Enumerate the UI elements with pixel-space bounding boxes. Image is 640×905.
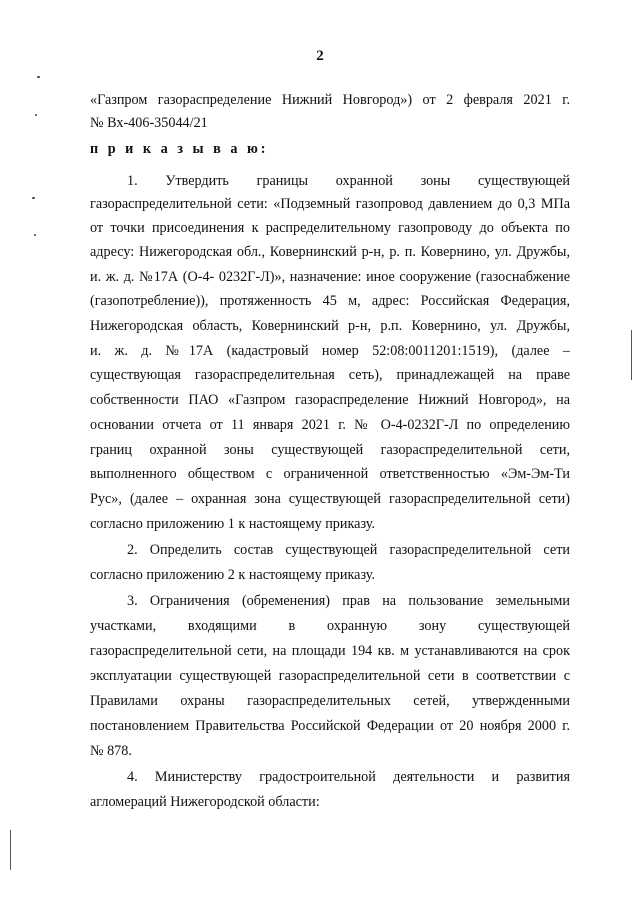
text-line: и. ж. д. №17А (кадастровый номер 52:08:0011201:1519), (далее – (90, 343, 570, 359)
page-number: 2 (316, 48, 324, 64)
scan-edge-line (631, 330, 632, 380)
text-line: согласно приложению 1 к настоящему приказу. (90, 516, 375, 532)
text-line: адресу: Нижегородская обл., Ковернинский р-н, р. п. Ковернино, ул. Дружбы, (90, 244, 570, 260)
text-line: от точки присоединения к распределительному газопроводу до объекта по (90, 220, 570, 236)
text-line: основании отчета от 11 января 2021 г. № О-4-0232Г-Л по определению (90, 417, 570, 433)
order-keyword: п р и к а з ы в а ю: (90, 141, 269, 157)
paragraph-1-start: 1. Утвердить границы охранной зоны существующей (127, 173, 570, 189)
scan-edge-line (10, 830, 11, 870)
text-line: «Газпром газораспределение Нижний Новгород») от 2 февраля 2021 г. (90, 92, 570, 108)
text-line: эксплуатации существующей газораспределительной сети в соответствии с (90, 668, 570, 684)
text-line: газораспределительной сети, на площади 194 кв. м устанавливаются на срок (90, 643, 570, 659)
scan-speck (34, 234, 36, 236)
scan-speck (35, 114, 37, 116)
text-line: постановлением Правительства Российской Федерации от 20 ноября 2000 г. (90, 718, 570, 734)
text-line: Правилами охраны газораспределительных сетей, утвержденными (90, 693, 570, 709)
paragraph-3-start: 3. Ограничения (обременения) прав на пользование земельными (127, 593, 570, 609)
text-line: согласно приложению 2 к настоящему приказу. (90, 567, 375, 583)
text-line: собственности ПАО «Газпром газораспределение Нижний Новгород», на (90, 392, 570, 408)
scan-speck (32, 197, 35, 199)
text-line: и. ж. д. №17А (О-4- 0232Г-Л)», назначение: иное сооружение (газоснабжение (90, 269, 570, 285)
text-line: газораспределительной сети: «Подземный газопровод давлением до 0,3 МПа (90, 196, 570, 212)
text-line: Нижегородская область, Ковернинский р-н, р.п. Ковернино, ул. Дружбы, (90, 318, 570, 334)
scan-speck (37, 76, 40, 78)
text-line: существующая газораспределительная сеть), принадлежащей на праве (90, 367, 570, 383)
text-line: Рус», (далее – охранная зона существующей газораспределительной сети) (90, 491, 570, 507)
text-line: № 878. (90, 743, 132, 759)
text-line: выполненного обществом с ограниченной ответственностью «Эм-Эм-Ти (90, 466, 570, 482)
paragraph-2-start: 2. Определить состав существующей газораспределительной сети (127, 542, 570, 558)
text-line: участками, входящими в охранную зону существующей (90, 618, 570, 634)
paragraph-4-start: 4. Министерству градостроительной деятельности и развития (127, 769, 570, 785)
text-line: границ охранной зоны существующей газораспределительной сети, (90, 442, 570, 458)
text-line: агломераций Нижегородской области: (90, 794, 320, 810)
text-line: (газопотребление)), протяженность 45 м, адрес: Российская Федерация, (90, 293, 570, 309)
text-line: № Вх-406-35044/21 (90, 115, 208, 131)
